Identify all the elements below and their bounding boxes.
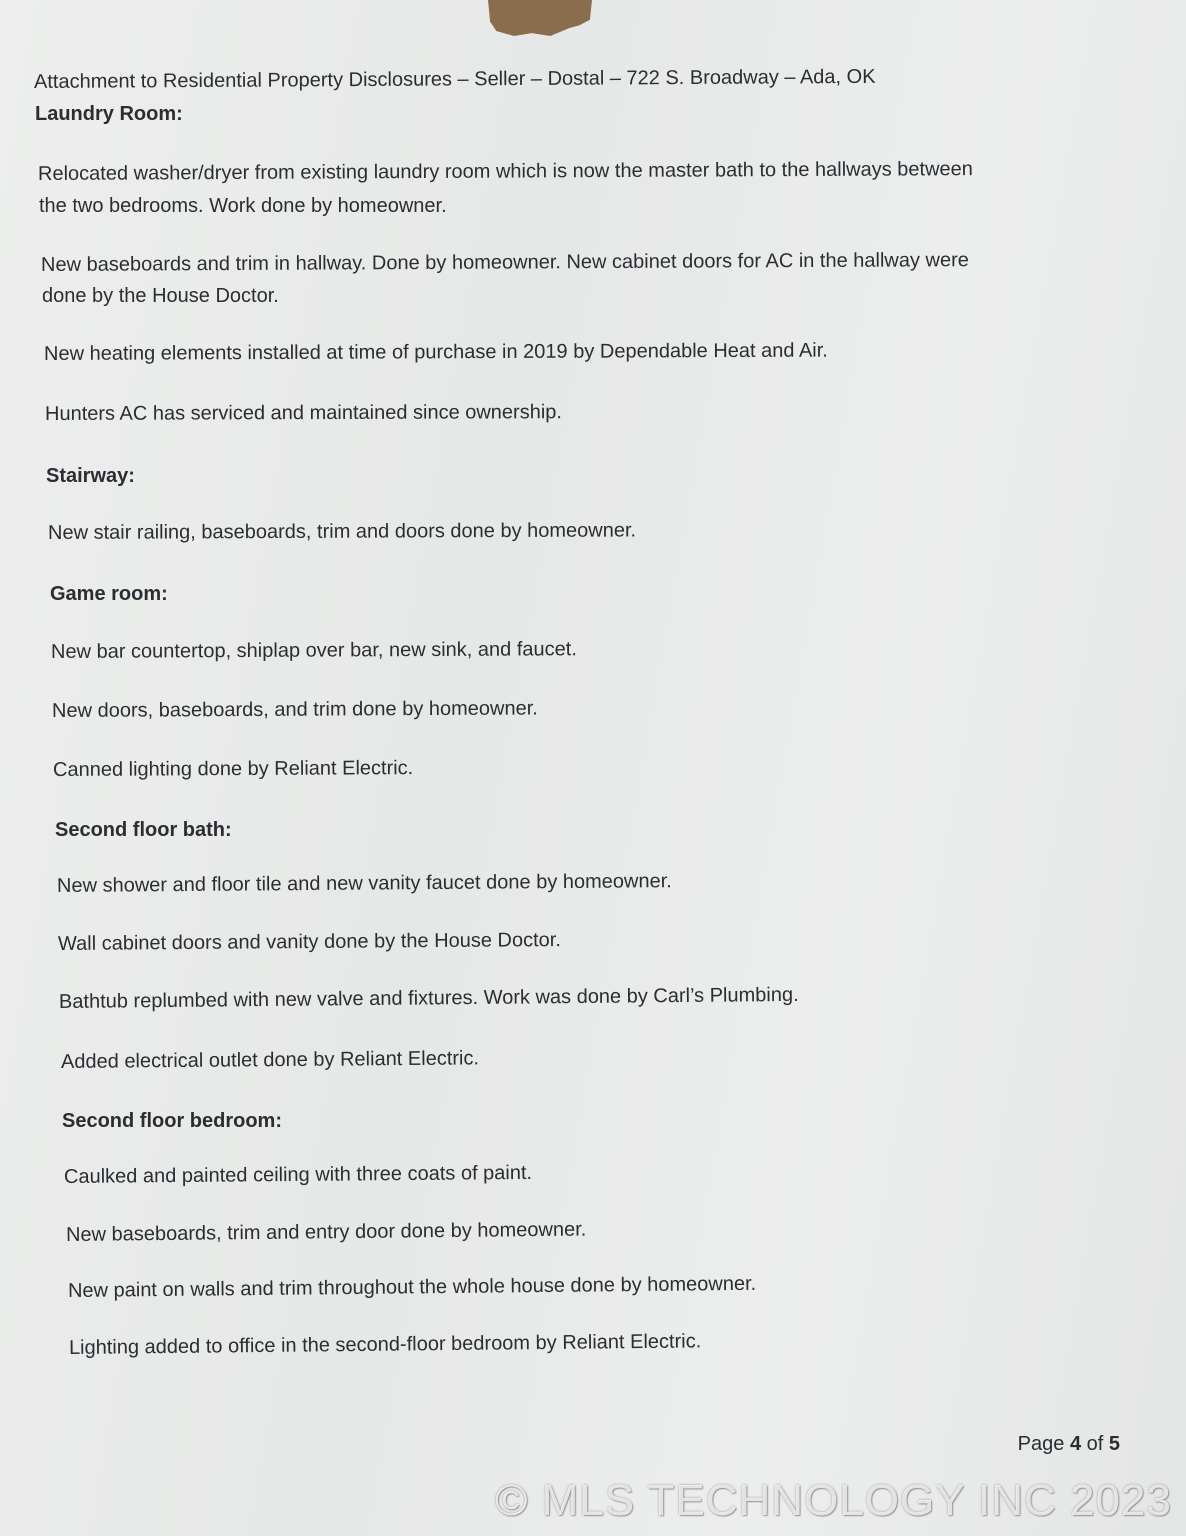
heading-second-floor-bath: Second floor bath: xyxy=(55,819,232,841)
heading-stairway: Stairway: xyxy=(46,465,135,487)
second-bath-paragraph-4: Added electrical outlet done by Reliant Electric. xyxy=(60,1047,480,1073)
heading-game-room: Game room: xyxy=(50,583,168,605)
laundry-paragraph-2-line-2: done by the House Doctor. xyxy=(42,285,279,307)
game-room-paragraph-2: New doors, baseboards, and trim done by homeowner. xyxy=(51,697,538,722)
second-bedroom-paragraph-3: New paint on walls and trim throughout the whole house done by homeowner. xyxy=(67,1272,757,1302)
second-bath-paragraph-3: Bathtub replumbed with new valve and fixtures. Work was done by Carl’s Plumbing. xyxy=(58,983,799,1013)
heading-second-floor-bedroom: Second floor bedroom: xyxy=(62,1110,282,1132)
second-bath-paragraph-2: Wall cabinet doors and vanity done by the House Doctor. xyxy=(57,929,561,955)
second-bath-paragraph-1: New shower and floor tile and new vanity faucet done by homeowner. xyxy=(56,870,672,897)
second-bedroom-paragraph-1: Caulked and painted ceiling with three coats of paint. xyxy=(63,1161,533,1188)
page-number xyxy=(1018,1433,1120,1456)
heading-laundry-room: Laundry Room: xyxy=(35,103,183,125)
laundry-paragraph-4: Hunters AC has serviced and maintained since ownership. xyxy=(44,401,562,425)
second-bedroom-paragraph-4: Lighting added to office in the second-floor bedroom by Reliant Electric. xyxy=(68,1330,702,1359)
game-room-paragraph-3: Canned lighting done by Reliant Electric. xyxy=(52,757,414,781)
stairway-paragraph-1: New stair railing, baseboards, trim and doors done by homeowner. xyxy=(47,519,637,544)
laundry-paragraph-3: New heating elements installed at time of purchase in 2019 by Dependable Heat and Air. xyxy=(43,339,828,365)
second-bedroom-paragraph-2: New baseboards, trim and entry door done by homeowner. xyxy=(65,1218,587,1246)
laundry-paragraph-2-line-1: New baseboards and trim in hallway. Done by homeowner. New cabinet doors for AC in the hallway were xyxy=(40,249,969,276)
page-label: Page xyxy=(1017,1433,1065,1455)
game-room-paragraph-1: New bar countertop, shiplap over bar, new sink, and faucet. xyxy=(50,638,577,663)
document-title: Attachment to Residential Property Disclosures – Seller – Dostal – 722 S. Broadway – Ada, OK xyxy=(33,65,876,93)
laundry-paragraph-1-line-1: Relocated washer/dryer from existing laundry room which is now the master bath to the hallways between xyxy=(37,158,973,185)
copyright-watermark: © MLS TECHNOLOGY INC 2023 xyxy=(495,1476,1172,1525)
laundry-paragraph-1-line-2: the two bedrooms. Work done by homeowner. xyxy=(39,195,447,217)
page-of: of xyxy=(1086,1433,1104,1455)
page-current: 4 xyxy=(1069,1433,1082,1455)
page-total: 5 xyxy=(1108,1433,1120,1455)
